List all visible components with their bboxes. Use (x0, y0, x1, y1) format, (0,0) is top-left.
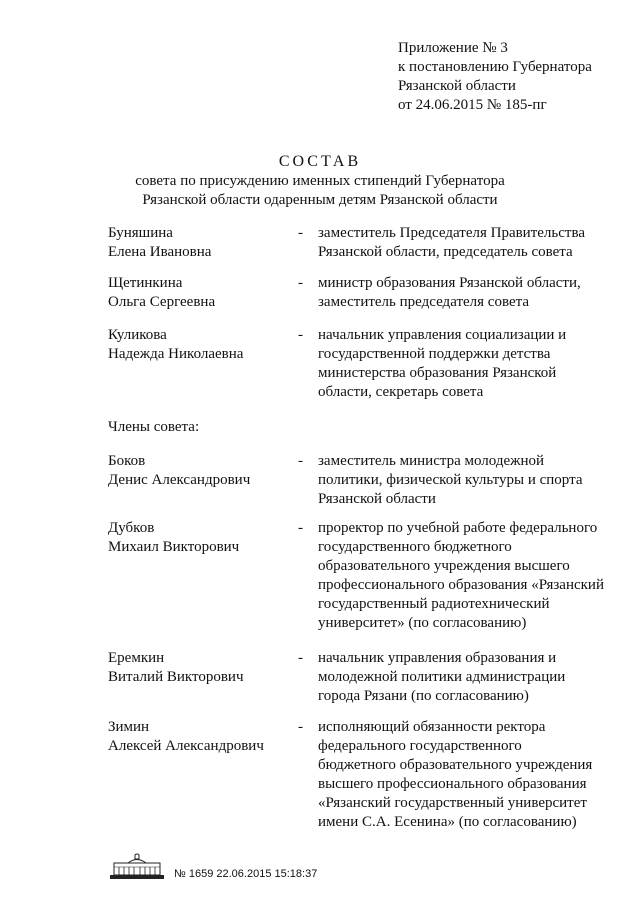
person-given-names: Виталий Викторович (108, 669, 244, 685)
role-line: области, секретарь совета (318, 384, 484, 400)
role-line: Рязанской области (318, 491, 436, 507)
dash-separator: - (298, 453, 303, 469)
role-line: города Рязани (по согласованию) (318, 688, 529, 704)
appendix-line: от 24.06.2015 № 185-пг (398, 97, 547, 113)
role-line: министр образования Рязанской области, (318, 275, 581, 291)
role-line: имени С.А. Есенина» (по согласованию) (318, 814, 577, 830)
role-line: «Рязанский государственный университет (318, 795, 587, 811)
person-surname: Зимин (108, 719, 150, 735)
person-given-names: Михаил Викторович (108, 539, 240, 555)
person-given-names: Надежда Николаевна (108, 346, 244, 362)
role-line: Рязанской области, председатель совета (318, 244, 573, 260)
role-line: министерства образования Рязанской (318, 365, 557, 381)
person-surname: Буняшина (108, 225, 173, 241)
document-subtitle-line: Рязанской области одаренным детям Рязанской области (142, 192, 498, 208)
person-name (108, 452, 288, 490)
person-role (318, 649, 608, 706)
role-line: университет» (по согласованию) (318, 615, 527, 631)
document-subtitle-line: совета по присуждению именных стипендий Губернатора (135, 173, 505, 189)
role-line: заместитель министра молодежной (318, 453, 545, 469)
role-line: профессионального образования «Рязанский (318, 577, 604, 593)
role-line: образовательного учреждения высшего (318, 558, 570, 574)
role-line: бюджетного образовательного учреждения (318, 757, 593, 773)
appendix-line: к постановлению Губернатора (398, 59, 592, 75)
person-role (318, 452, 608, 509)
dash-separator: - (298, 520, 303, 536)
person-given-names: Алексей Александрович (108, 738, 264, 754)
role-line: заместитель Председателя Правительства (318, 225, 586, 241)
person-role (318, 718, 608, 832)
role-line: политики, физической культуры и спорта (318, 472, 583, 488)
person-name (108, 326, 288, 364)
registration-footer (108, 853, 317, 881)
person-surname: Щетинкина (108, 275, 183, 291)
appendix-line: Приложение № 3 (398, 40, 508, 56)
person-role (318, 274, 608, 312)
role-line: проректор по учебной работе федерального (318, 520, 598, 536)
person-role (318, 224, 608, 262)
person-name (108, 718, 288, 756)
members-label: Члены совета: (108, 419, 200, 435)
document-title: СОСТАВ (278, 153, 362, 170)
role-line: начальник управления образования и (318, 650, 557, 666)
dash-separator: - (298, 275, 303, 291)
government-building-icon (108, 853, 166, 881)
role-line: молодежной политики администрации (318, 669, 566, 685)
person-surname: Боков (108, 453, 146, 469)
person-surname: Куликова (108, 327, 167, 343)
person-name (108, 274, 288, 312)
dash-separator: - (298, 225, 303, 241)
role-line: государственной поддержки детства (318, 346, 551, 362)
person-name (108, 649, 288, 687)
registration-stamp: № 1659 22.06.2015 15:18:37 (174, 868, 318, 880)
role-line: федерального государственного (318, 738, 522, 754)
role-line: высшего профессионального образования (318, 776, 587, 792)
dash-separator: - (298, 327, 303, 343)
appendix-line: Рязанской области (398, 78, 516, 94)
role-line: государственный радиотехнический (318, 596, 550, 612)
document-heading (0, 152, 640, 210)
person-role (318, 519, 608, 633)
dash-separator: - (298, 650, 303, 666)
person-given-names: Денис Александрович (108, 472, 251, 488)
role-line: начальник управления социализации и (318, 327, 567, 343)
role-line: государственного бюджетного (318, 539, 512, 555)
role-line: заместитель председателя совета (318, 294, 530, 310)
person-surname: Дубков (108, 520, 155, 536)
person-given-names: Ольга Сергеевна (108, 294, 216, 310)
person-role (318, 326, 608, 402)
person-given-names: Елена Ивановна (108, 244, 212, 260)
person-surname: Еремкин (108, 650, 165, 666)
person-name (108, 224, 288, 262)
person-name (108, 519, 288, 557)
dash-separator: - (298, 719, 303, 735)
appendix-header (398, 39, 592, 115)
role-line: исполняющий обязанности ректора (318, 719, 546, 735)
